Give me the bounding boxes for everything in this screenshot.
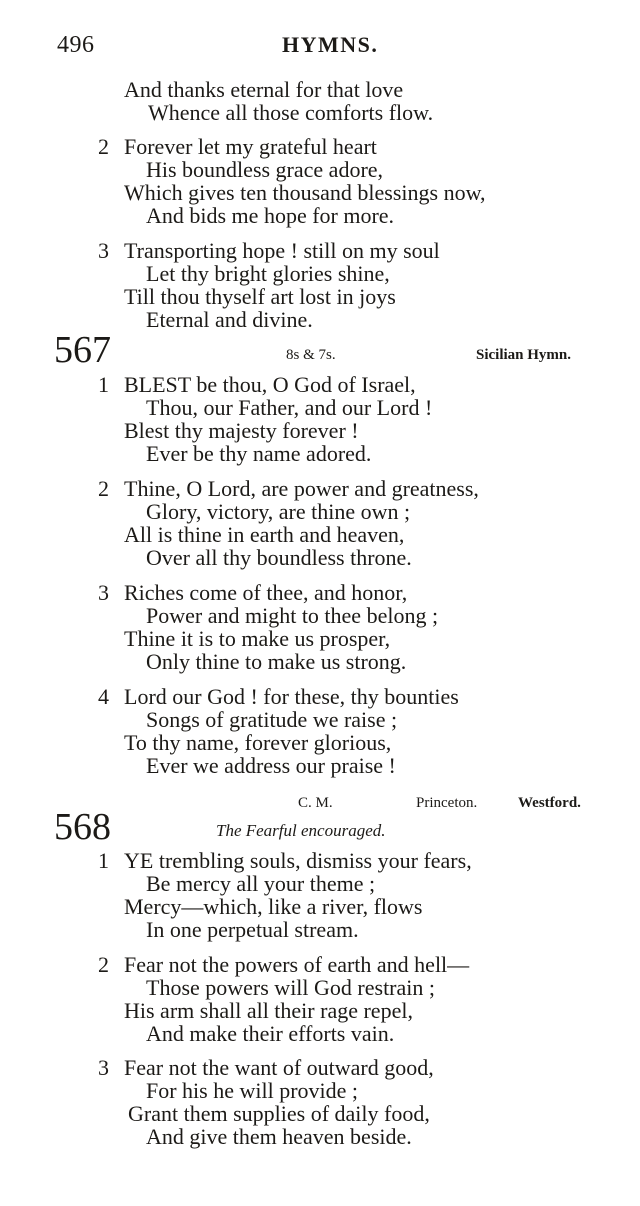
page-title: HYMNS. bbox=[282, 32, 379, 57]
verse-line: Power and might to thee belong ; bbox=[146, 603, 439, 628]
verse-line: Grant them supplies of daily food, bbox=[128, 1101, 430, 1126]
verse-number: 2 bbox=[98, 134, 109, 159]
verse-line: BLEST be thou, O God of Israel, bbox=[124, 372, 416, 397]
hymn-meter: 8s & 7s. bbox=[286, 347, 336, 363]
verse-line: Only thine to make us strong. bbox=[146, 649, 407, 674]
verse-line: Be mercy all your theme ; bbox=[146, 871, 376, 896]
verse-line: Blest thy majesty forever ! bbox=[124, 418, 359, 443]
verse-line: In one perpetual stream. bbox=[146, 917, 359, 942]
verse-number: 3 bbox=[98, 238, 109, 263]
verse-line: Forever let my grateful heart bbox=[124, 134, 377, 159]
hymn-subtitle: The Fearful encouraged. bbox=[216, 821, 386, 840]
hymn-number: 568 bbox=[54, 806, 111, 848]
verse-line: Riches come of thee, and honor, bbox=[124, 580, 408, 605]
verse-line: All is thine in earth and heaven, bbox=[124, 522, 405, 547]
verse-line: Ever be thy name adored. bbox=[146, 441, 372, 466]
verse-number: 3 bbox=[98, 1055, 109, 1080]
verse-line: His arm shall all their rage repel, bbox=[124, 998, 413, 1023]
verse-line: Whence all those comforts flow. bbox=[148, 100, 434, 125]
verse-line: Mercy—which, like a river, flows bbox=[124, 894, 423, 919]
hymn-tune: Sicilian Hymn. bbox=[476, 347, 572, 363]
verse-line: Transporting hope ! still on my soul bbox=[124, 238, 440, 263]
verse-line: Eternal and divine. bbox=[146, 307, 313, 332]
verse-line: Fear not the powers of earth and hell— bbox=[124, 952, 470, 977]
verse-line: Those powers will God restrain ; bbox=[146, 975, 435, 1000]
verse-line: YE trembling souls, dismiss your fears, bbox=[124, 848, 472, 873]
hymn-meter: C. M. bbox=[298, 795, 333, 811]
verse-number: 3 bbox=[98, 580, 109, 605]
verse-line: And give them heaven beside. bbox=[146, 1124, 412, 1149]
verse-line: Glory, victory, are thine own ; bbox=[146, 499, 411, 524]
page-number: 496 bbox=[57, 32, 95, 58]
verse-line: Thou, our Father, and our Lord ! bbox=[146, 395, 433, 420]
verse-number: 1 bbox=[98, 848, 109, 873]
verse-line: Over all thy boundless throne. bbox=[146, 545, 412, 570]
verse-number: 1 bbox=[98, 372, 109, 397]
hymn-number: 567 bbox=[54, 329, 111, 371]
verse-line: His boundless grace adore, bbox=[146, 157, 384, 182]
verse-line: And bids me hope for more. bbox=[146, 203, 395, 228]
verse-line: Thine, O Lord, are power and greatness, bbox=[124, 476, 479, 501]
verse-number: 2 bbox=[98, 952, 109, 977]
verse-line: And make their efforts vain. bbox=[146, 1021, 395, 1046]
verse-number: 2 bbox=[98, 476, 109, 501]
verse-line: To thy name, forever glorious, bbox=[124, 730, 392, 755]
verse-number: 4 bbox=[98, 684, 109, 709]
verse-line: And thanks eternal for that love bbox=[124, 77, 404, 102]
verse-line: Fear not the want of outward good, bbox=[124, 1055, 434, 1080]
hymn-tune: Westford. bbox=[518, 795, 581, 811]
verse-line: For his he will provide ; bbox=[146, 1078, 359, 1103]
verse-line: Which gives ten thousand blessings now, bbox=[124, 180, 486, 205]
verse-line: Thine it is to make us prosper, bbox=[124, 626, 391, 651]
hymn-tune: Princeton. bbox=[416, 795, 478, 811]
verse-line: Ever we address our praise ! bbox=[146, 753, 396, 778]
verse-line: Till thou thyself art lost in joys bbox=[124, 284, 396, 309]
verse-line: Songs of gratitude we raise ; bbox=[146, 707, 398, 732]
verse-line: Lord our God ! for these, thy bounties bbox=[124, 684, 459, 709]
verse-line: Let thy bright glories shine, bbox=[146, 261, 390, 286]
